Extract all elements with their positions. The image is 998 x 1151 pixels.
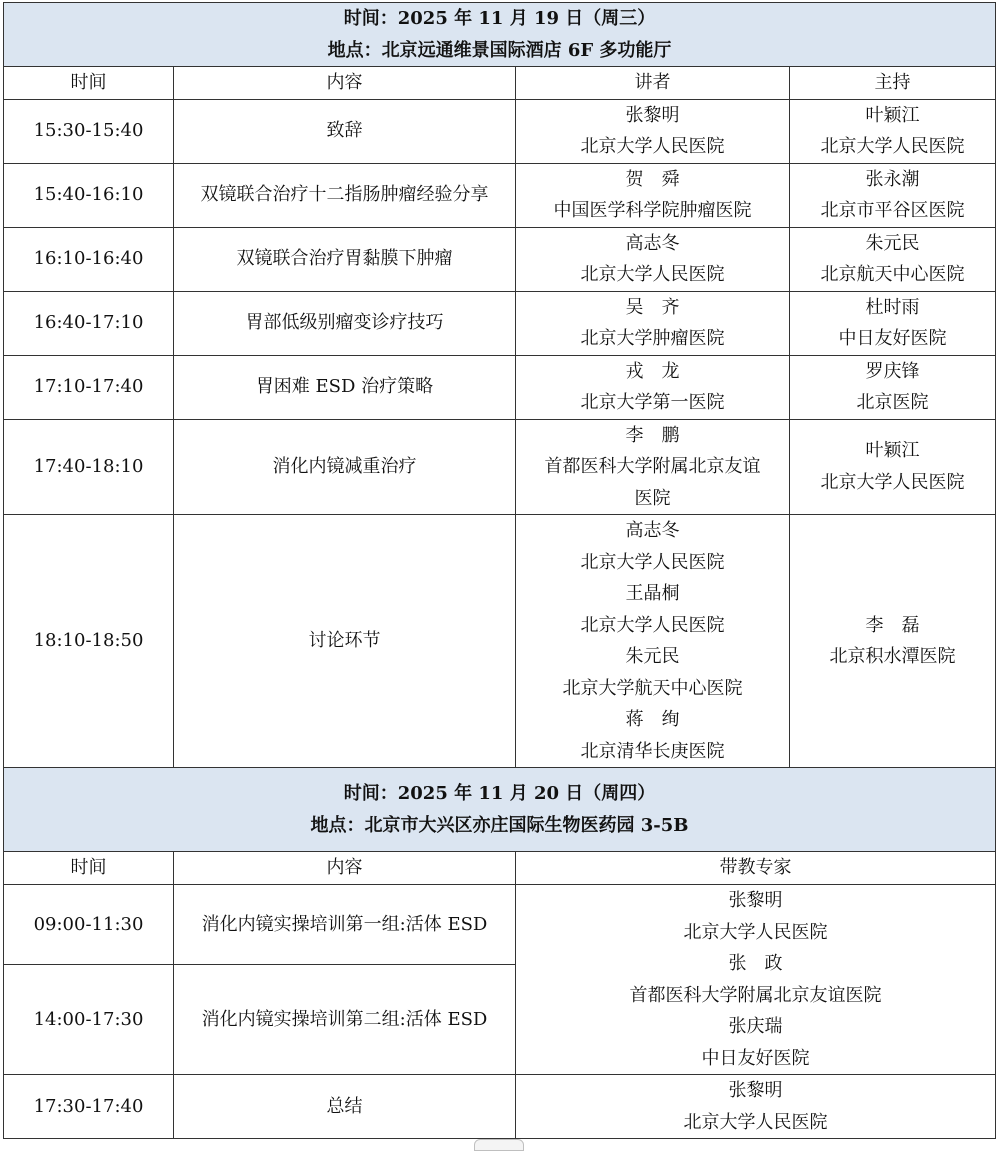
session-content: 双镜联合治疗十二指肠肿瘤经验分享: [174, 163, 516, 227]
host-affiliation: 北京大学人民医院: [820, 136, 965, 157]
session-time: 09:00-11:30: [4, 885, 174, 965]
table-row: [4, 885, 996, 965]
expert-name: 张庆瑞: [728, 1016, 783, 1037]
speaker-name: 朱元民: [625, 646, 680, 667]
day2-header: [4, 768, 996, 852]
speaker-affiliation: 北京大学人民医院: [580, 136, 725, 157]
session-time: 16:10-16:40: [4, 227, 174, 291]
expert-name: 张黎明: [728, 1080, 783, 1101]
session-time: 15:40-16:10: [4, 163, 174, 227]
expert-name: 张黎明: [728, 890, 783, 911]
speaker-affiliation: 北京清华长庚医院: [580, 740, 725, 762]
session-time: 17:40-18:10: [4, 419, 174, 515]
col-header-time: 时间: [4, 67, 174, 100]
speaker-affiliation: 北京大学第一医院: [580, 392, 725, 413]
session-speaker: [516, 291, 790, 355]
col-header-content: 内容: [174, 852, 516, 885]
session-speaker: [516, 419, 790, 515]
host-name: 罗庆锋: [865, 360, 920, 382]
table-row: [4, 291, 996, 355]
speaker-name: 吴 齐: [625, 296, 680, 318]
speaker-affiliation: 中国医学科学院肿瘤医院: [553, 200, 752, 221]
session-experts: [516, 1075, 996, 1139]
table-row: [4, 163, 996, 227]
day1-time-line: 时间：2025 年 11 月 19 日（周三）: [343, 8, 656, 29]
scroll-handle[interactable]: [474, 1139, 524, 1151]
day1-place-line: 地点：北京远通维景国际酒店 6F 多功能厅: [327, 39, 672, 61]
table-row: [4, 99, 996, 163]
session-time: 14:00-17:30: [4, 964, 174, 1074]
session-content: 消化内镜实操培训第一组:活体 ESD: [174, 885, 516, 965]
host-name: 张永潮: [865, 168, 920, 190]
session-speaker: [516, 99, 790, 163]
session-time: 15:30-15:40: [4, 99, 174, 163]
expert-affiliation: 北京大学人民医院: [683, 921, 828, 943]
day2-column-headers: [4, 852, 996, 885]
session-host: [790, 163, 996, 227]
host-name: 李 磊: [865, 614, 920, 636]
session-time: 17:10-17:40: [4, 355, 174, 419]
speaker-name: 高志冬: [625, 520, 680, 541]
session-time: 16:40-17:10: [4, 291, 174, 355]
day1-column-headers: [4, 67, 996, 100]
speaker-affiliation: 北京大学航天中心医院: [562, 677, 743, 699]
host-affiliation: 北京医院: [856, 392, 929, 413]
host-affiliation: 中日友好医院: [838, 328, 947, 349]
session-host: [790, 291, 996, 355]
session-host: [790, 419, 996, 515]
session-content: 胃困难 ESD 治疗策略: [174, 355, 516, 419]
session-content: 消化内镜实操培训第二组:活体 ESD: [174, 964, 516, 1074]
session-host: [790, 99, 996, 163]
speaker-name: 贺 舜: [625, 168, 680, 190]
session-content: 消化内镜减重治疗: [174, 419, 516, 515]
session-content: 讨论环节: [174, 515, 516, 768]
host-affiliation: 北京市平谷区医院: [820, 200, 965, 221]
host-name: 朱元民: [865, 232, 920, 254]
session-content: 总结: [174, 1075, 516, 1139]
session-speaker: [516, 163, 790, 227]
session-speaker: [516, 355, 790, 419]
host-affiliation: 北京大学人民医院: [820, 471, 965, 493]
table-row: [4, 355, 996, 419]
col-header-experts: 带教专家: [516, 852, 996, 885]
day2-place-line: 地点：北京市大兴区亦庄国际生物医药园 3-5B: [310, 814, 689, 836]
host-name: 杜时雨: [865, 296, 920, 318]
host-affiliation: 北京积水潭医院: [829, 646, 956, 667]
speaker-name: 戎 龙: [625, 360, 680, 382]
speaker-affiliation-cont: 医院: [634, 487, 671, 509]
session-host: [790, 355, 996, 419]
speaker-name: 李 鹏: [625, 424, 680, 446]
expert-affiliation: 首都医科大学附属北京友谊医院: [629, 984, 882, 1006]
speaker-affiliation: 北京大学肿瘤医院: [580, 328, 725, 349]
speaker-name: 蒋 绚: [625, 709, 680, 730]
speaker-name: 高志冬: [625, 232, 680, 254]
day2-time-line: 时间：2025 年 11 月 20 日（周四）: [343, 783, 656, 804]
schedule-table: [3, 2, 996, 1139]
session-host: [790, 227, 996, 291]
host-name: 叶颖江: [865, 440, 920, 462]
session-speaker: [516, 515, 790, 768]
table-row: [4, 1075, 996, 1139]
col-header-host: 主持: [790, 67, 996, 100]
expert-affiliation: 北京大学人民医院: [683, 1111, 828, 1133]
col-header-content: 内容: [174, 67, 516, 100]
col-header-speaker: 讲者: [516, 67, 790, 100]
table-row: [4, 515, 996, 768]
session-content: 胃部低级别瘤变诊疗技巧: [174, 291, 516, 355]
table-row: [4, 227, 996, 291]
speaker-name: 王晶桐: [625, 583, 680, 604]
expert-affiliation: 中日友好医院: [701, 1047, 810, 1069]
session-time: 17:30-17:40: [4, 1075, 174, 1139]
session-content: 双镜联合治疗胃黏膜下肿瘤: [174, 227, 516, 291]
table-row: [4, 419, 996, 515]
host-affiliation: 北京航天中心医院: [820, 264, 965, 285]
speaker-affiliation: 北京大学人民医院: [580, 614, 725, 636]
session-host: [790, 515, 996, 768]
session-speaker: [516, 227, 790, 291]
session-content: 致辞: [174, 99, 516, 163]
speaker-name: 张黎明: [625, 104, 680, 126]
session-time: 18:10-18:50: [4, 515, 174, 768]
speaker-affiliation: 北京大学人民医院: [580, 264, 725, 285]
day1-header: [4, 3, 996, 67]
speaker-affiliation: 北京大学人民医院: [580, 551, 725, 573]
speaker-affiliation: 首都医科大学附属北京友谊: [544, 456, 761, 477]
session-experts: [516, 885, 996, 1075]
expert-name: 张 政: [728, 953, 783, 974]
col-header-time: 时间: [4, 852, 174, 885]
host-name: 叶颖江: [865, 104, 920, 126]
